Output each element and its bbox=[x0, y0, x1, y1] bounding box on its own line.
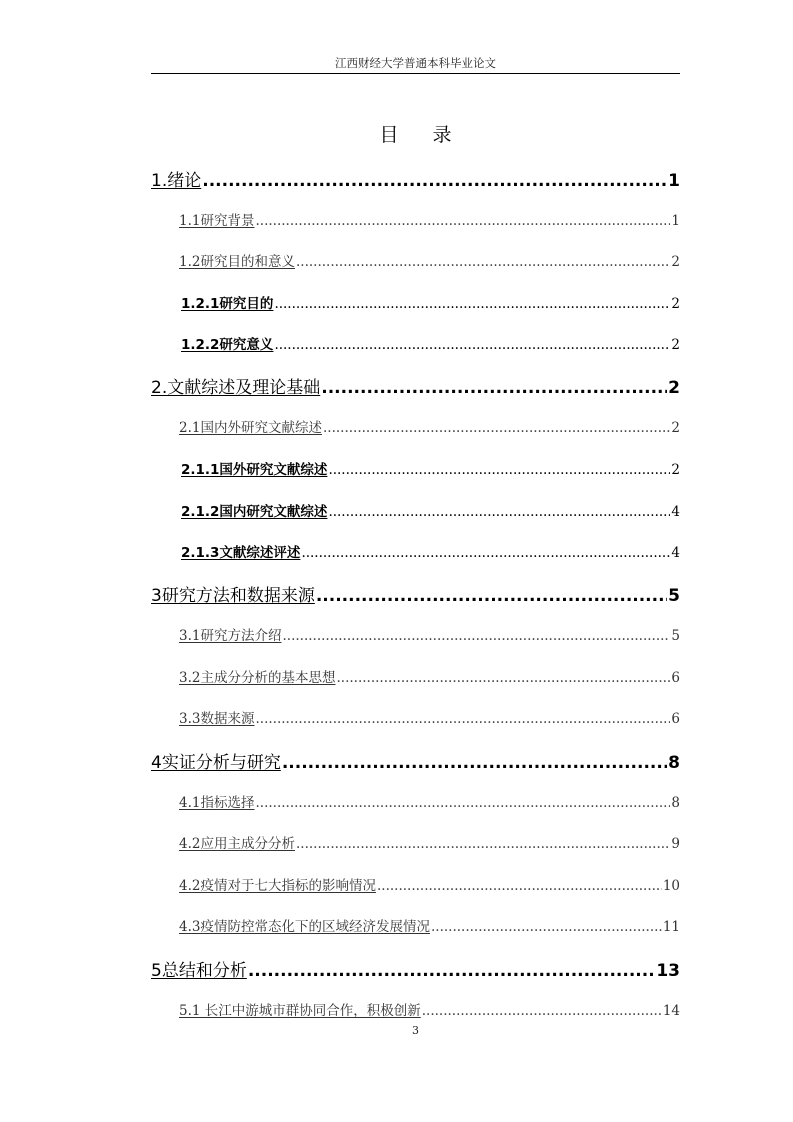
toc-entry-page: 9 bbox=[671, 836, 680, 852]
toc-entry-1-1[interactable] bbox=[179, 209, 680, 229]
toc-entry-1-2[interactable] bbox=[179, 250, 680, 270]
toc-entry-label: 2.1.1国外研究文献综述 bbox=[181, 462, 328, 478]
toc-leader bbox=[296, 254, 670, 270]
toc-entry-page: 8 bbox=[671, 795, 680, 811]
toc-entry-4-1[interactable] bbox=[179, 791, 680, 811]
toc-entry-label: 3研究方法和数据来源 bbox=[151, 586, 315, 606]
toc-entry-3-1[interactable] bbox=[179, 624, 680, 644]
toc-leader bbox=[377, 878, 662, 894]
toc-entry-page: 13 bbox=[656, 961, 680, 981]
toc-entry-page: 1 bbox=[671, 213, 680, 229]
toc-leader bbox=[296, 836, 670, 852]
toc-leader bbox=[336, 670, 670, 686]
toc-entry-page: 6 bbox=[671, 670, 680, 686]
page-number: 3 bbox=[412, 1024, 419, 1037]
toc-entry-2[interactable] bbox=[151, 373, 680, 398]
toc-entry-label: 2.1.2国内研究文献综述 bbox=[181, 504, 328, 520]
toc-entry-label: 3.3数据来源 bbox=[179, 711, 255, 727]
toc-entry-page: 5 bbox=[668, 586, 680, 606]
toc-entry-label: 5总结和分析 bbox=[151, 961, 247, 981]
toc-title bbox=[151, 120, 680, 147]
toc-entry-page: 4 bbox=[671, 545, 680, 561]
toc-entry-2-1[interactable] bbox=[179, 416, 680, 436]
toc-entry-4-3[interactable] bbox=[179, 915, 680, 935]
toc-leader bbox=[431, 919, 662, 935]
toc-leader bbox=[255, 213, 670, 229]
toc-entry-page: 10 bbox=[662, 878, 680, 894]
toc-entry-page: 6 bbox=[671, 711, 680, 727]
toc-entry-label: 2.文献综述及理论基础 bbox=[151, 378, 321, 398]
toc-entry-page: 2 bbox=[671, 296, 680, 312]
toc-entry-label: 4实证分析与研究 bbox=[151, 753, 281, 773]
toc-entry-label: 1.2.1研究目的 bbox=[181, 296, 274, 312]
toc-entry-1-2-1[interactable] bbox=[181, 292, 680, 312]
toc-leader bbox=[248, 961, 656, 981]
toc-entry-page: 8 bbox=[668, 753, 680, 773]
toc-entry-1-2-2[interactable] bbox=[181, 333, 680, 353]
toc-entry-label: 4.2应用主成分分析 bbox=[179, 836, 295, 852]
toc-leader bbox=[316, 586, 667, 606]
toc-entry-label: 3.1研究方法介绍 bbox=[179, 628, 282, 644]
toc-entry-5-1[interactable] bbox=[179, 999, 680, 1019]
toc-entry-4-2[interactable] bbox=[179, 832, 680, 852]
toc-entry-page: 4 bbox=[671, 504, 680, 520]
page-header: 江西财经大学普通本科毕业论文 bbox=[335, 56, 496, 70]
toc-leader bbox=[255, 711, 670, 727]
toc-leader bbox=[282, 628, 670, 644]
toc-entry-label: 4.1指标选择 bbox=[179, 795, 255, 811]
toc-entry-label: 3.2主成分分析的基本思想 bbox=[179, 670, 336, 686]
toc-entry-label: 1.2研究目的和意义 bbox=[179, 254, 295, 270]
toc-entry-page: 2 bbox=[668, 378, 680, 398]
toc-entry-label: 2.1国内外研究文献综述 bbox=[179, 420, 322, 436]
toc-entry-label: 1.绪论 bbox=[151, 171, 202, 191]
toc-entry-page: 14 bbox=[662, 1003, 680, 1019]
toc-title-part2: 录 bbox=[432, 124, 452, 146]
toc-leader bbox=[255, 795, 670, 811]
toc-entry-page: 1 bbox=[668, 171, 680, 191]
header-rule bbox=[151, 73, 680, 74]
toc-entry-4-2b[interactable] bbox=[179, 874, 680, 894]
toc-leader bbox=[422, 1003, 662, 1019]
toc-entry-label: 1.2.2研究意义 bbox=[181, 337, 274, 353]
toc-entry-3-2[interactable] bbox=[179, 666, 680, 686]
toc-entry-page: 2 bbox=[671, 254, 680, 270]
toc-entry-3[interactable] bbox=[151, 581, 680, 606]
toc-leader bbox=[282, 753, 667, 773]
toc-leader bbox=[301, 545, 670, 561]
toc-entry-label: 4.2疫情对于七大指标的影响情况 bbox=[179, 878, 376, 894]
toc-entry-2-1-1[interactable] bbox=[181, 458, 680, 478]
toc-leader bbox=[274, 296, 670, 312]
toc-leader bbox=[274, 337, 670, 353]
toc-entry-page: 2 bbox=[671, 462, 680, 478]
toc-entry-page: 11 bbox=[662, 919, 680, 935]
toc-entry-3-3[interactable] bbox=[179, 707, 680, 727]
toc-entry-label: 4.3疫情防控常态化下的区域经济发展情况 bbox=[179, 919, 430, 935]
toc-title-part1: 目 bbox=[379, 124, 399, 146]
toc-entry-label: 5.1 长江中游城市群协同合作，积极创新 bbox=[179, 1003, 421, 1019]
toc-entry-page: 2 bbox=[671, 337, 680, 353]
toc-entry-4[interactable] bbox=[151, 748, 680, 773]
toc-leader bbox=[202, 171, 667, 191]
toc-leader bbox=[323, 420, 670, 436]
toc-leader bbox=[328, 462, 670, 478]
toc-leader bbox=[328, 504, 670, 520]
toc-entry-label: 1.1研究背景 bbox=[179, 213, 255, 229]
toc-entry-page: 2 bbox=[671, 420, 680, 436]
toc-entry-2-1-3[interactable] bbox=[181, 541, 680, 561]
toc-leader bbox=[321, 378, 667, 398]
toc-entry-label: 2.1.3文献综述评述 bbox=[181, 545, 301, 561]
toc-entry-2-1-2[interactable] bbox=[181, 500, 680, 520]
toc-entry-5[interactable] bbox=[151, 956, 680, 981]
toc-entry-page: 5 bbox=[671, 628, 680, 644]
toc-entry-1[interactable] bbox=[151, 166, 680, 191]
